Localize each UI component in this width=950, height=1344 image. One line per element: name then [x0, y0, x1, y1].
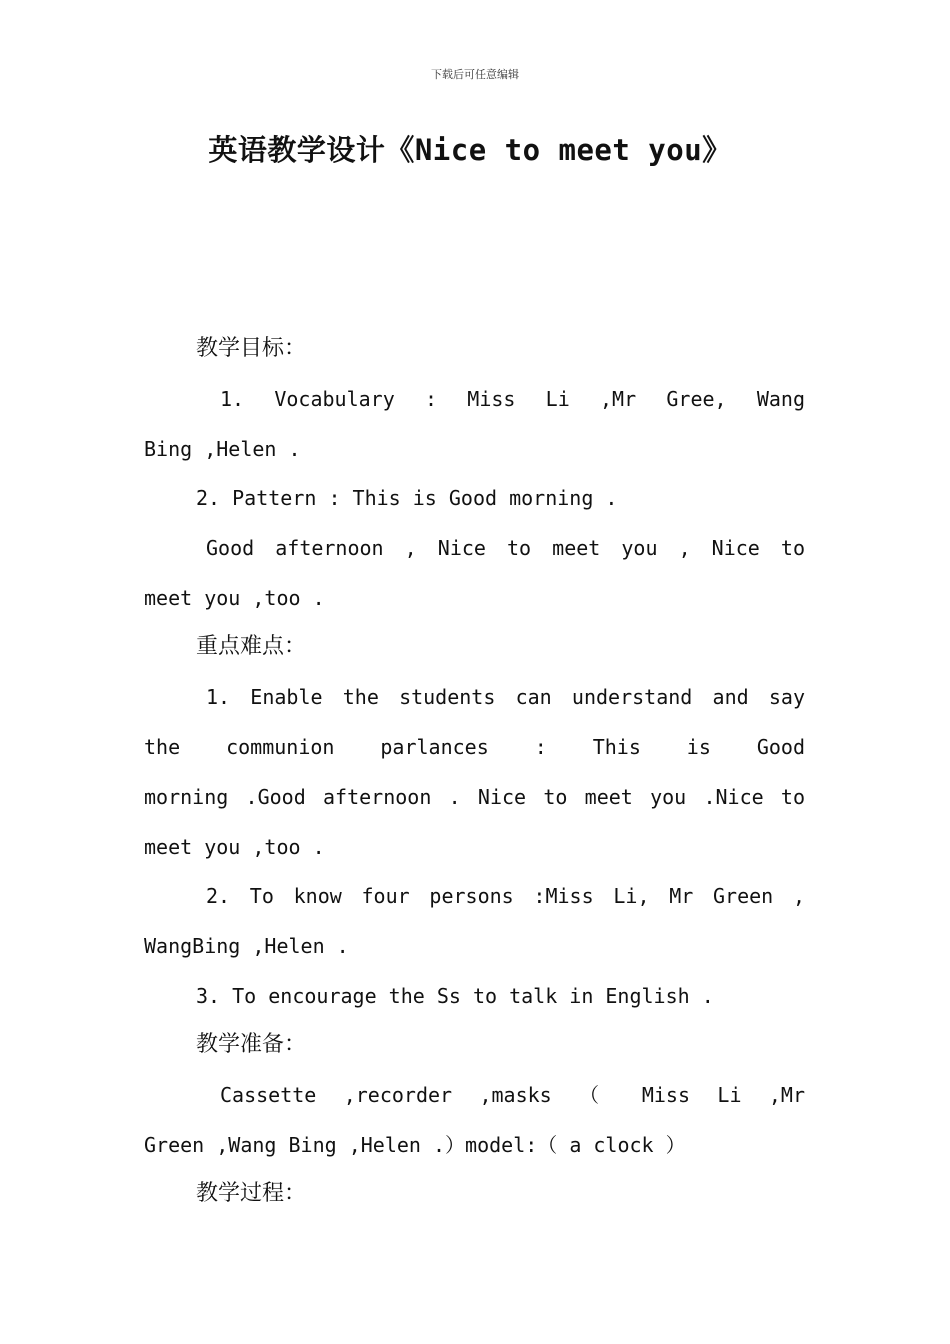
text-line: 1. Vocabulary : Miss Li ,Mr Gree, Wang	[220, 387, 805, 411]
section-heading-procedure: 教学过程：	[196, 1181, 307, 1206]
text-line: meet you ,too .	[144, 586, 325, 610]
text-line: the communion parlances : This is Good	[144, 735, 805, 759]
text-line: Good afternoon , Nice to meet you , Nice to	[206, 536, 805, 560]
text-line: Cassette ,recorder ,masks （ Miss Li ,Mr	[220, 1083, 805, 1107]
text-line: 1. Enable the students can understand and say	[206, 685, 805, 709]
text-line: 3. To encourage the Ss to talk in English .	[196, 984, 714, 1008]
text-line: 2. To know four persons :Miss Li, Mr Green ,	[206, 884, 805, 908]
text-line: morning .Good afternoon . Nice to meet you .Nice to	[144, 785, 805, 809]
text-line: Green ,Wang Bing ,Helen .）model:（ a clock ）	[144, 1133, 686, 1157]
text-line: Bing ,Helen .	[144, 437, 301, 461]
text-line: WangBing ,Helen .	[144, 934, 349, 958]
header-note: 下载后可任意编辑	[431, 68, 519, 81]
text-line: 2. Pattern : This is Good morning .	[196, 486, 618, 510]
section-heading-key-points: 重点难点：	[196, 634, 307, 659]
document-title: 英语教学设计《Nice to meet you》	[208, 133, 732, 167]
text-line: meet you ,too .	[144, 835, 325, 859]
section-heading-objectives: 教学目标：	[196, 336, 307, 361]
section-heading-preparation: 教学准备：	[196, 1032, 307, 1057]
